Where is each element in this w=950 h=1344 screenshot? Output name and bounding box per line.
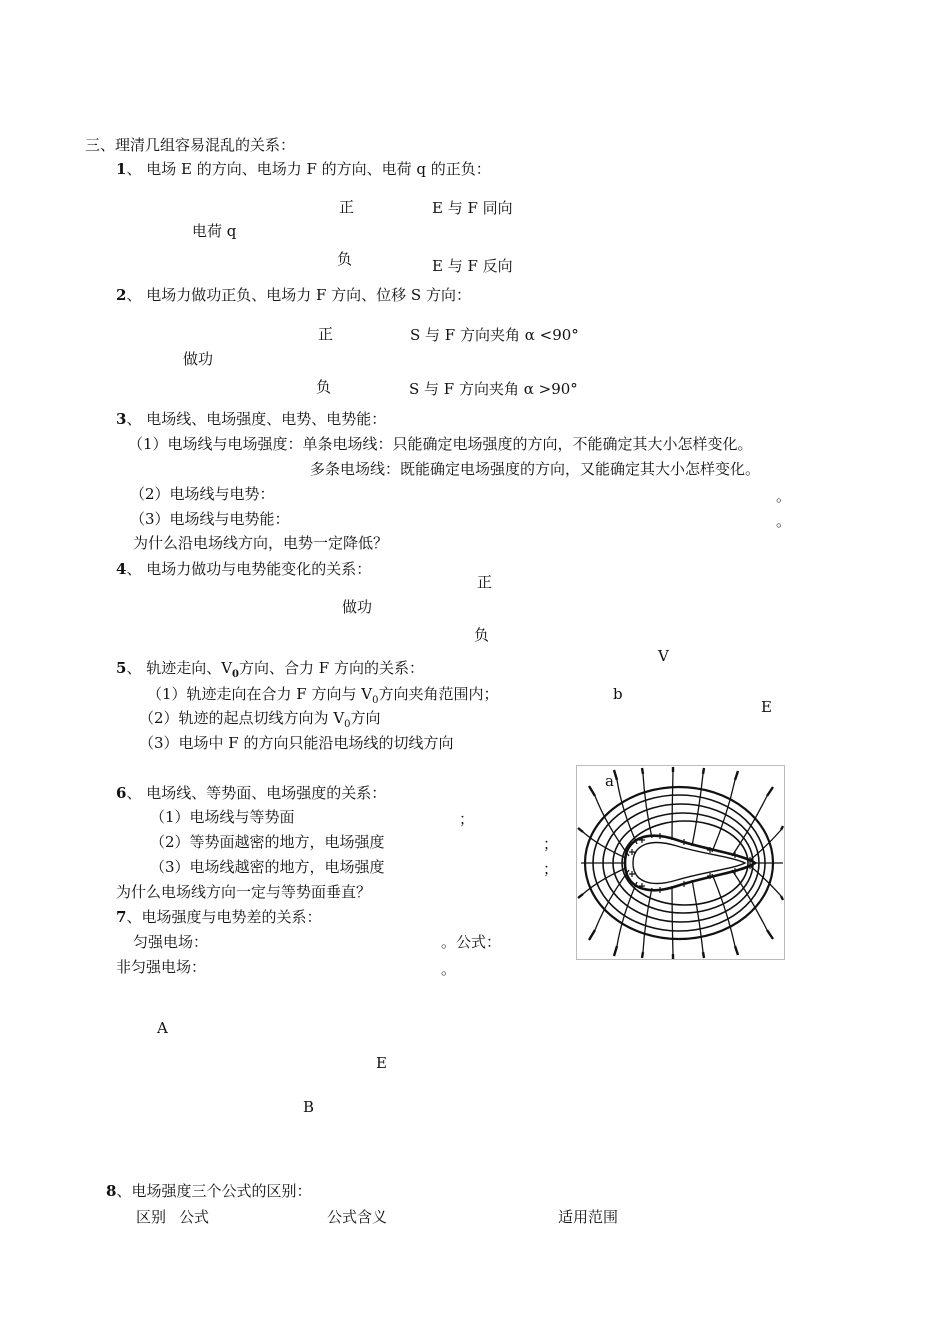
item6-number: 6 [116,784,127,802]
item5-label-v: V [658,647,669,665]
item2-text: 、 电场力做功正负、电场力 F 方向、位移 S 方向： [126,286,471,304]
item2-negative-desc: S 与 F 方向夹角 α >90° [409,380,578,398]
item3-sub1: （1）电场线与电场强度：单条电场线：只能确定电场强度的方向，不能确定其大小怎样变化。 [128,435,753,453]
item7-uniform-end: 。公式： [441,933,502,951]
item5-text-a: 、 轨迹走向、V [126,659,233,677]
item8-heading [106,1182,311,1200]
item6-sub1: （1）电场线与等势面 [150,808,295,826]
item2-negative: 负 [316,378,332,396]
item6-heading [116,784,386,802]
item5-sub2-b: 方向 [350,709,381,727]
table-header-difference: 区别 [136,1208,167,1226]
item1-heading [116,160,491,178]
item4-positive: 正 [477,573,493,591]
item6-question: 为什么电场线方向一定与等势面垂直？ [116,883,372,901]
table-header-formula: 公式 [179,1208,210,1226]
item5-sub1 [147,685,499,706]
item4-text: 、 电场力做功与电势能变化的关系： [126,560,372,578]
item5-sub1-b: 方向夹角范围内； [378,685,499,703]
item6-sub2-end: ； [543,835,559,853]
item7-text: 、电场强度与电势差的关系： [126,908,322,926]
item4-negative: 负 [474,626,490,644]
item1-negative-desc: E 与 F 反向 [432,257,513,275]
item3-text: 、 电场线、电场强度、电势、电势能： [126,410,387,428]
item4-label: 做功 [342,598,373,616]
figure-label-a: a [605,772,614,790]
item6-sub3: （3）电场线越密的地方，电场强度 [150,858,385,876]
item5-sub2 [139,709,381,730]
item5-sub2-a: （2）轨迹的起点切线方向为 V [139,709,345,727]
item6-sub1-end: ； [459,810,475,828]
item3-heading [116,410,386,428]
item6-sub2: （2）等势面越密的地方，电场强度 [150,833,385,851]
item1-number: 1 [116,160,127,178]
item7-uniform: 匀强电场： [133,933,209,951]
item3-sub2: （2）电场线与电势： [130,485,275,503]
section-title: 三、理清几组容易混乱的关系： [85,136,296,154]
item4-number: 4 [116,560,127,578]
item2-positive-desc: S 与 F 方向夹角 α <90° [410,326,579,344]
item1-negative: 负 [337,250,353,268]
item7-nonuniform-end: 。 [441,960,457,978]
item7-heading [116,908,321,926]
table-header-meaning: 公式含义 [327,1208,388,1226]
field-figure [576,765,785,960]
item6-text: 、 电场线、等势面、电场强度的关系： [126,784,387,802]
item5-sub1-sub: 0 [372,695,379,706]
item3-sub3-end: 。 [776,512,792,530]
item2-number: 2 [116,286,127,304]
item1-label: 电荷 q [192,222,237,240]
item6-sub3-end: ； [543,860,559,878]
item3-sub2-end: 。 [776,487,792,505]
item5-text-sub: 0 [232,669,240,680]
item1-positive-desc: E 与 F 同向 [432,199,513,217]
field-diagram [577,766,784,959]
item7-number: 7 [116,908,127,926]
item3-sub3: （3）电场线与电势能： [130,510,290,528]
item5-label-e: E [761,698,772,716]
item5-text-b: 方向、合力 F 方向的关系： [239,659,424,677]
item3-question: 为什么沿电场线方向，电势一定降低？ [133,534,389,552]
item3-sub1b: 多条电场线：既能确定电场强度的方向，又能确定其大小怎样变化。 [310,460,761,478]
item7-label-b: B [303,1098,315,1116]
item5-label-b: b [613,685,623,703]
item7-label-e: E [376,1054,387,1072]
item5-number: 5 [116,659,127,677]
item2-positive: 正 [318,325,334,343]
item2-heading [116,286,471,304]
item5-heading [116,659,424,680]
item1-positive: 正 [339,198,355,216]
item4-heading [116,560,371,578]
item8-number: 8 [106,1182,117,1200]
item7-nonuniform: 非匀强电场： [116,958,207,976]
item5-sub3: （3）电场中 F 的方向只能沿电场线的切线方向 [139,734,454,752]
table-header-scope: 适用范围 [558,1208,619,1226]
item5-sub1-a: （1）轨迹走向在合力 F 方向与 V [147,685,373,703]
item1-text: 、 电场 E 的方向、电场力 F 的方向、电荷 q 的正负： [126,160,491,178]
item8-text: 、电场强度三个公式的区别： [116,1182,312,1200]
item3-number: 3 [116,410,127,428]
item7-label-a: A [157,1019,168,1037]
item5-sub2-sub: 0 [344,719,351,730]
item2-label: 做功 [183,350,214,368]
